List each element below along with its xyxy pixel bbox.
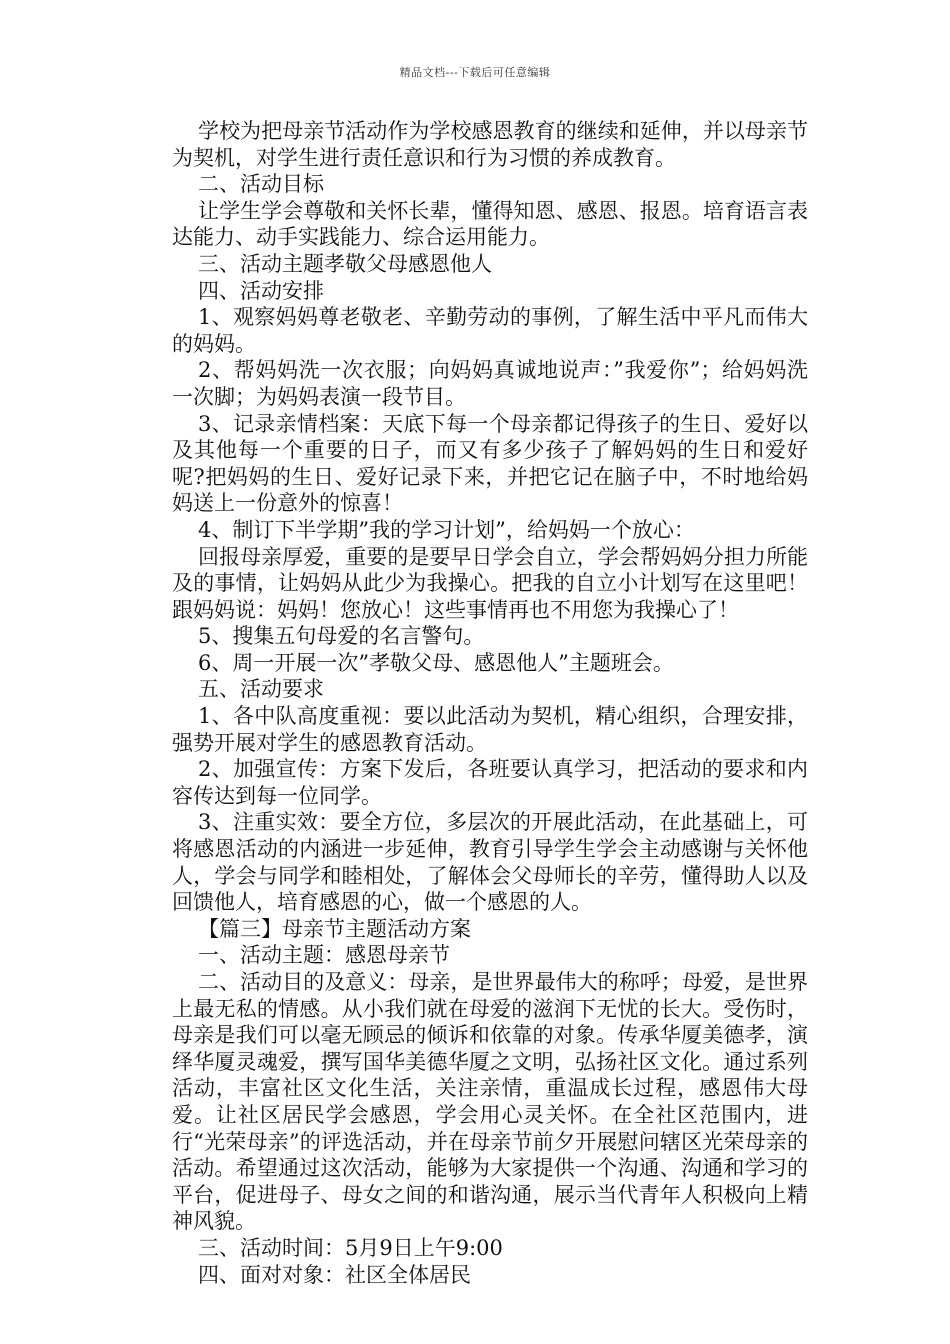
section-heading: 四、面对对象：社区全体居民 [198, 1262, 471, 1287]
paragraph: 回报母亲厚爱，重要的是要早日学会自立，学会帮妈妈分担力所能及的事情，让妈妈从此少为我操心。把我的自立小计划写在这里吧！跟妈妈说：妈妈！您放心！这些事情再也不用您为我操心了！ [172, 544, 808, 622]
list-item: 4、制订下半学期”我的学习计划”，给妈妈一个放心： [198, 517, 695, 542]
paragraph: 学校为把母亲节活动作为学校感恩教育的继续和延伸，并以母亲节为契机，对学生进行责任意识和行为习惯的养成教育。 [172, 119, 808, 170]
page-header: 精品文档---下载后可任意编辑 [399, 66, 551, 79]
document-body [172, 118, 808, 1288]
section-heading: 五、活动要求 [198, 677, 324, 702]
list-item: 6、周一开展一次”孝敬父母、感恩他人”主题班会。 [198, 650, 674, 675]
paragraph: 二、活动目的及意义：母亲，是世界最伟大的称呼；母爱，是世界上最无私的情感。从小我们就在母爱的滋润下无忧的长大。受伤时，母亲是我们可以毫无顾忌的倾诉和依靠的对象。传承华厦美德孝，演绎华厦灵魂爱，撰写国华美德华厦之文明，弘扬社区文化。通过系列活动，丰富社区文化生活，关注亲情，重温成长过程，感恩伟大母爱。让社区居民学会感恩，学会用心灵关怀。在全社区范围内，进行“光荣母亲”的评选活动，并在母亲节前夕开展慰问辖区光荣母亲的活动。希望通过这次活动，能够为大家提供一个沟通、沟通和学习的平台，促进母子、母女之间的和谐沟通，展示当代青年人积极向上精神风貌。 [172, 970, 808, 1234]
list-item: 1、各中队高度重视：要以此活动为契机，精心组织，合理安排，强势开展对学生的感恩教育活动。 [172, 704, 808, 755]
list-item: 5、搜集五句母爱的名言警句。 [198, 624, 485, 649]
section-heading: 一、活动主题：感恩母亲节 [198, 943, 450, 968]
list-item: 3、记录亲情档案：天底下每一个母亲都记得孩子的生日、爱好以及其他每一个重要的日子，而又有多少孩子了解妈妈的生日和爱好呢?把妈妈的生日、爱好记录下来，并把它记在脑子中，不时地给妈妈送上一份意外的惊喜！ [172, 411, 808, 516]
list-item: 3、注重实效：要全方位，多层次的开展此活动，在此基础上，可将感恩活动的内涵进一步延伸，教育引导学生学会主动感谢与关怀他人，学会与同学和睦相处，了解体会父母师长的辛劳，懂得助人以及回馈他人，培育感恩的心，做一个感恩的人。 [172, 810, 808, 915]
section-heading: 三、活动时间：5月9日上午9:00 [198, 1235, 503, 1260]
section-heading: 三、活动主题孝敬父母感恩他人 [198, 251, 492, 276]
section-heading: 四、活动安排 [198, 278, 324, 303]
list-item: 2、加强宣传：方案下发后，各班要认真学习，把活动的要求和内容传达到每一位同学。 [172, 757, 808, 808]
chapter-title: 【篇三】母亲节主题活动方案 [198, 916, 471, 941]
section-heading: 二、活动目标 [198, 172, 324, 197]
list-item: 1、观察妈妈尊老敬老、辛勤劳动的事例，了解生活中平凡而伟大的妈妈。 [172, 305, 808, 356]
list-item: 2、帮妈妈洗一次衣服；向妈妈真诚地说声：”我爱你”；给妈妈洗一次脚；为妈妈表演一段节目。 [172, 358, 808, 409]
paragraph: 让学生学会尊敬和关怀长辈，懂得知恩、感恩、报恩。培育语言表达能力、动手实践能力、综合运用能力。 [172, 198, 808, 250]
